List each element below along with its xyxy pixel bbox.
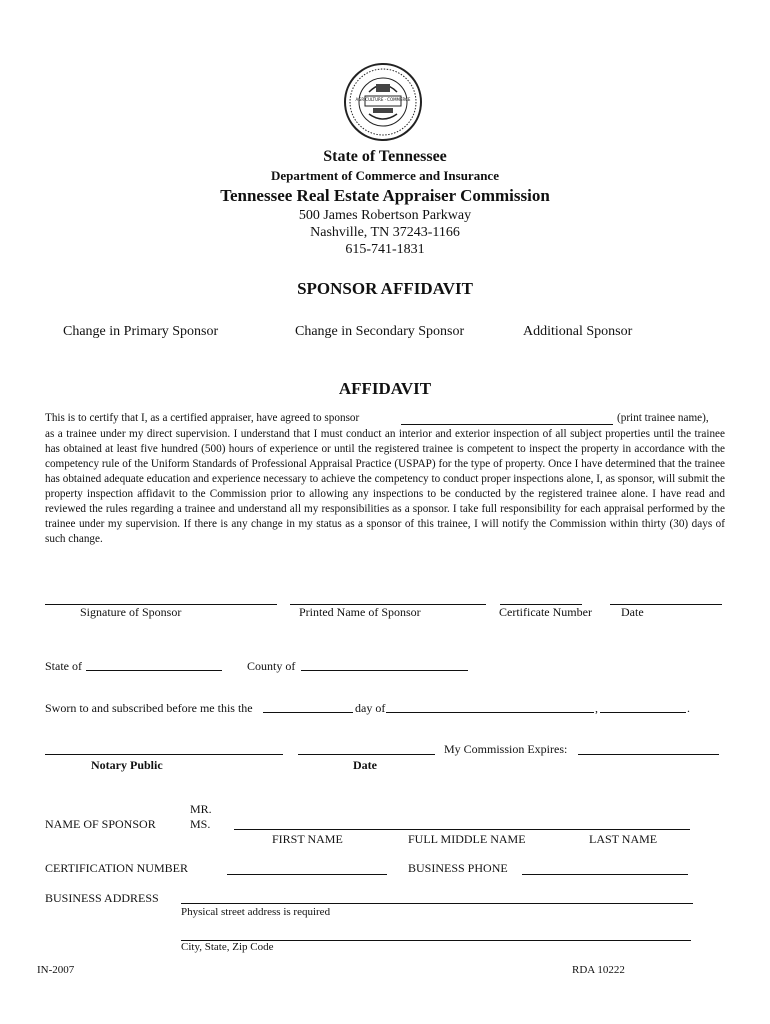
affidavit-heading: AFFIDAVIT (338, 379, 432, 398)
form-title: SPONSOR AFFIDAVIT (297, 279, 473, 298)
county-field[interactable] (301, 670, 468, 671)
state-title: State of Tennessee (323, 148, 447, 165)
sworn-period: . (687, 701, 690, 715)
footer-form-id: IN-2007 (37, 964, 75, 976)
seal-text: AGRICULTURE · COMMERCE (355, 97, 411, 102)
certification-number-label: CERTIFICATION NUMBER (45, 861, 188, 875)
state-field[interactable] (86, 670, 222, 671)
sponsor-name-field[interactable] (234, 829, 690, 830)
signature-label: Signature of Sponsor (80, 605, 182, 619)
trainee-name-line[interactable] (401, 424, 613, 425)
sworn-text: Sworn to and subscribed before me this the (45, 701, 253, 715)
option-secondary-sponsor[interactable]: Change in Secondary Sponsor (295, 324, 465, 339)
state-of-label: State of (45, 659, 82, 673)
certification-number-field[interactable] (227, 874, 387, 875)
notary-signature-line[interactable] (45, 754, 283, 755)
affidavit-body: as a trainee under my direct supervision. I understand that I must conduct an interior and exterior inspection of all subject properties until the trainee has obtained at least five hundred (500) hours of experience or until the registered trainee is competent to inspect the property in accordance with the competency rule of the Uniform Standards of Professional Appraisal Practice (USPAP) for the type of property. Once I have determined that the trainee has obtained adequate education and experience necessary to achieve the competency to conduct proper inspections alone, I, as sponsor, will submit the property inspection affidavit to the Commission prior to allowing any inspections to be conducted by the registered trainee alone. I have read and reviewed the rules regarding a trainee and understand all my responsibilities as a sponsor. I take full responsibility for each appraisal performed by the trainee under my supervision. If there is any change in my status as a sponsor of this trainee, I will notify the Commission within thirty (30) days of such change. (45, 428, 725, 545)
date-label: Date (621, 605, 644, 619)
sworn-comma: , (595, 701, 598, 715)
notary-public-label: Notary Public (91, 758, 163, 772)
commission-expires-label: My Commission Expires: (444, 742, 568, 756)
notary-date-line[interactable] (298, 754, 435, 755)
business-phone-field[interactable] (522, 874, 688, 875)
first-name-label: FIRST NAME (272, 832, 343, 846)
address-line-1: 500 James Robertson Parkway (298, 208, 472, 223)
certificate-number-label: Certificate Number (499, 605, 592, 619)
year-field[interactable] (600, 712, 686, 713)
tennessee-state-seal-icon (343, 62, 423, 142)
commission-title: Tennessee Real Estate Appraiser Commission (220, 186, 550, 205)
middle-name-label: FULL MIDDLE NAME (408, 832, 526, 846)
street-address-note: Physical street address is required (181, 906, 331, 918)
department-title: Department of Commerce and Insurance (271, 168, 499, 183)
day-field[interactable] (263, 712, 353, 713)
phone-number: 615-741-1831 (345, 242, 425, 257)
county-of-label: County of (247, 659, 296, 673)
print-trainee-note: (print trainee name), (617, 412, 709, 424)
ms-label[interactable]: MS. (190, 817, 211, 831)
affidavit-intro: This is to certify that I, as a certified appraiser, have agreed to sponsor (45, 412, 360, 424)
mr-label[interactable]: MR. (190, 802, 212, 816)
printed-name-label: Printed Name of Sponsor (299, 605, 421, 619)
commission-expires-field[interactable] (578, 754, 719, 755)
last-name-label: LAST NAME (589, 832, 658, 846)
name-of-sponsor-label: NAME OF SPONSOR (45, 817, 156, 831)
address-line-2: Nashville, TN 37243-1166 (310, 225, 460, 240)
notary-date-label: Date (353, 758, 377, 772)
street-address-field[interactable] (181, 903, 693, 904)
business-address-label: BUSINESS ADDRESS (45, 891, 159, 905)
day-of-label: day of (355, 701, 386, 715)
month-field[interactable] (386, 712, 594, 713)
option-additional-sponsor[interactable]: Additional Sponsor (523, 324, 633, 339)
option-primary-sponsor[interactable]: Change in Primary Sponsor (63, 324, 219, 339)
footer-rda-code: RDA 10222 (572, 964, 625, 976)
city-state-zip-note: City, State, Zip Code (181, 941, 274, 953)
business-phone-label: BUSINESS PHONE (408, 861, 508, 875)
